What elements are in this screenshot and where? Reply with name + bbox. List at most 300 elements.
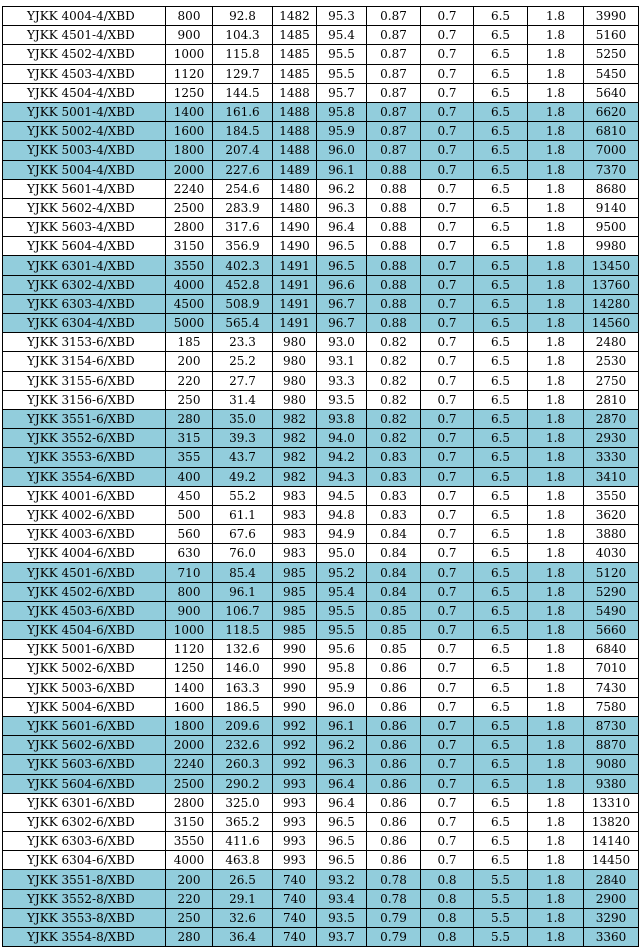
cell-speed: 740: [273, 870, 317, 889]
cell-power-factor: 0.83: [367, 448, 421, 467]
table-row: [3, 467, 639, 486]
cell-current: 227.6: [213, 160, 273, 179]
table-row: [3, 333, 639, 352]
cell-efficiency: 95.6: [317, 640, 367, 659]
cell-speed: 993: [273, 851, 317, 870]
cell-power: 280: [166, 409, 213, 428]
cell-model: YJKK 5003-6/XBD: [3, 678, 166, 697]
cell-power: 1000: [166, 621, 213, 640]
cell-current: 129.7: [213, 64, 273, 83]
spec-table-container: [0, 6, 640, 947]
cell-col-7: 0.7: [421, 275, 474, 294]
cell-efficiency: 94.5: [317, 486, 367, 505]
cell-power-factor: 0.86: [367, 736, 421, 755]
cell-col-7: 0.7: [421, 832, 474, 851]
cell-current: 254.6: [213, 179, 273, 198]
cell-weight: 5250: [584, 45, 639, 64]
cell-power: 250: [166, 908, 213, 927]
cell-power: 185: [166, 333, 213, 352]
cell-col-9: 1.8: [528, 64, 584, 83]
cell-current: 39.3: [213, 429, 273, 448]
cell-efficiency: 94.3: [317, 467, 367, 486]
cell-current: 402.3: [213, 256, 273, 275]
cell-col-8: 6.5: [474, 812, 528, 831]
cell-col-8: 6.5: [474, 64, 528, 83]
cell-weight: 3880: [584, 525, 639, 544]
cell-col-7: 0.7: [421, 371, 474, 390]
cell-col-8: 6.5: [474, 141, 528, 160]
cell-speed: 1488: [273, 102, 317, 121]
cell-col-8: 6.5: [474, 352, 528, 371]
table-row: [3, 851, 639, 870]
cell-weight: 2930: [584, 429, 639, 448]
cell-col-7: 0.7: [421, 851, 474, 870]
cell-efficiency: 96.2: [317, 179, 367, 198]
cell-efficiency: 96.0: [317, 141, 367, 160]
cell-col-8: 6.5: [474, 409, 528, 428]
cell-speed: 980: [273, 333, 317, 352]
table-row: [3, 275, 639, 294]
cell-weight: 5490: [584, 601, 639, 620]
table-row: [3, 928, 639, 947]
cell-power: 800: [166, 582, 213, 601]
table-row: [3, 179, 639, 198]
table-row: [3, 870, 639, 889]
cell-col-8: 6.5: [474, 26, 528, 45]
cell-power-factor: 0.86: [367, 832, 421, 851]
cell-col-9: 1.8: [528, 275, 584, 294]
table-row: [3, 448, 639, 467]
cell-col-8: 6.5: [474, 525, 528, 544]
cell-power-factor: 0.82: [367, 352, 421, 371]
cell-speed: 993: [273, 774, 317, 793]
cell-efficiency: 95.5: [317, 601, 367, 620]
cell-model: YJKK 3554-6/XBD: [3, 467, 166, 486]
cell-speed: 992: [273, 736, 317, 755]
cell-weight: 14450: [584, 851, 639, 870]
cell-col-9: 1.8: [528, 563, 584, 582]
cell-weight: 7010: [584, 659, 639, 678]
cell-weight: 9080: [584, 755, 639, 774]
cell-col-8: 6.5: [474, 448, 528, 467]
cell-col-9: 1.8: [528, 870, 584, 889]
cell-col-9: 1.8: [528, 716, 584, 735]
cell-col-9: 1.8: [528, 122, 584, 141]
cell-model: YJKK 4502-6/XBD: [3, 582, 166, 601]
table-row: [3, 908, 639, 927]
cell-current: 43.7: [213, 448, 273, 467]
cell-current: 144.5: [213, 83, 273, 102]
table-row: [3, 256, 639, 275]
cell-power-factor: 0.88: [367, 314, 421, 333]
cell-power: 3150: [166, 237, 213, 256]
cell-power: 900: [166, 601, 213, 620]
cell-efficiency: 95.5: [317, 64, 367, 83]
cell-col-8: 6.5: [474, 198, 528, 217]
cell-model: YJKK 4502-4/XBD: [3, 45, 166, 64]
cell-power: 220: [166, 371, 213, 390]
cell-col-7: 0.7: [421, 525, 474, 544]
cell-weight: 5120: [584, 563, 639, 582]
cell-col-7: 0.7: [421, 26, 474, 45]
cell-col-9: 1.8: [528, 390, 584, 409]
cell-speed: 982: [273, 409, 317, 428]
table-row: [3, 294, 639, 313]
cell-col-8: 6.5: [474, 697, 528, 716]
cell-col-9: 1.8: [528, 697, 584, 716]
cell-col-7: 0.7: [421, 563, 474, 582]
cell-current: 325.0: [213, 793, 273, 812]
cell-model: YJKK 3154-6/XBD: [3, 352, 166, 371]
cell-efficiency: 93.4: [317, 889, 367, 908]
cell-efficiency: 95.5: [317, 621, 367, 640]
cell-col-7: 0.7: [421, 601, 474, 620]
cell-col-8: 6.5: [474, 275, 528, 294]
cell-model: YJKK 5601-6/XBD: [3, 716, 166, 735]
cell-efficiency: 95.9: [317, 678, 367, 697]
cell-speed: 993: [273, 832, 317, 851]
cell-power: 1800: [166, 141, 213, 160]
cell-col-8: 6.5: [474, 314, 528, 333]
cell-col-7: 0.7: [421, 467, 474, 486]
cell-speed: 1489: [273, 160, 317, 179]
cell-col-9: 1.8: [528, 352, 584, 371]
cell-weight: 5290: [584, 582, 639, 601]
cell-col-9: 1.8: [528, 621, 584, 640]
cell-speed: 1482: [273, 7, 317, 26]
cell-power-factor: 0.83: [367, 505, 421, 524]
cell-col-9: 1.8: [528, 333, 584, 352]
cell-col-7: 0.7: [421, 237, 474, 256]
cell-weight: 3360: [584, 928, 639, 947]
cell-speed: 1488: [273, 122, 317, 141]
cell-model: YJKK 3552-6/XBD: [3, 429, 166, 448]
cell-power-factor: 0.79: [367, 908, 421, 927]
cell-col-9: 1.8: [528, 429, 584, 448]
cell-current: 115.8: [213, 45, 273, 64]
cell-weight: 2750: [584, 371, 639, 390]
cell-col-8: 5.5: [474, 908, 528, 927]
cell-power-factor: 0.82: [367, 371, 421, 390]
cell-power: 560: [166, 525, 213, 544]
cell-current: 260.3: [213, 755, 273, 774]
cell-weight: 2480: [584, 333, 639, 352]
cell-col-9: 1.8: [528, 371, 584, 390]
cell-col-8: 6.5: [474, 505, 528, 524]
cell-model: YJKK 5603-4/XBD: [3, 218, 166, 237]
cell-power-factor: 0.85: [367, 621, 421, 640]
cell-current: 132.6: [213, 640, 273, 659]
cell-speed: 983: [273, 525, 317, 544]
cell-power-factor: 0.84: [367, 582, 421, 601]
cell-col-8: 6.5: [474, 621, 528, 640]
cell-col-7: 0.8: [421, 928, 474, 947]
cell-power: 3550: [166, 256, 213, 275]
cell-power-factor: 0.86: [367, 812, 421, 831]
cell-speed: 985: [273, 621, 317, 640]
cell-model: YJKK 6302-4/XBD: [3, 275, 166, 294]
cell-col-9: 1.8: [528, 179, 584, 198]
cell-speed: 993: [273, 812, 317, 831]
cell-col-7: 0.7: [421, 45, 474, 64]
cell-speed: 982: [273, 467, 317, 486]
cell-weight: 3620: [584, 505, 639, 524]
table-row: [3, 678, 639, 697]
cell-col-9: 1.8: [528, 198, 584, 217]
cell-weight: 6620: [584, 102, 639, 121]
cell-model: YJKK 6304-4/XBD: [3, 314, 166, 333]
cell-power-factor: 0.88: [367, 198, 421, 217]
cell-col-7: 0.7: [421, 716, 474, 735]
cell-col-7: 0.8: [421, 908, 474, 927]
cell-speed: 990: [273, 697, 317, 716]
cell-power: 2240: [166, 755, 213, 774]
cell-power-factor: 0.82: [367, 409, 421, 428]
cell-power: 200: [166, 352, 213, 371]
cell-power-factor: 0.84: [367, 563, 421, 582]
cell-col-9: 1.8: [528, 755, 584, 774]
motor-spec-table: [2, 6, 639, 947]
cell-current: 356.9: [213, 237, 273, 256]
cell-power-factor: 0.86: [367, 716, 421, 735]
cell-efficiency: 96.1: [317, 716, 367, 735]
cell-model: YJKK 4002-6/XBD: [3, 505, 166, 524]
cell-model: YJKK 6302-6/XBD: [3, 812, 166, 831]
cell-col-8: 6.5: [474, 160, 528, 179]
cell-weight: 2840: [584, 870, 639, 889]
cell-col-9: 1.8: [528, 851, 584, 870]
cell-col-8: 6.5: [474, 333, 528, 352]
cell-model: YJKK 3551-8/XBD: [3, 870, 166, 889]
cell-col-8: 6.5: [474, 218, 528, 237]
cell-efficiency: 96.4: [317, 793, 367, 812]
cell-power-factor: 0.86: [367, 851, 421, 870]
cell-efficiency: 96.5: [317, 812, 367, 831]
cell-speed: 740: [273, 889, 317, 908]
table-row: [3, 198, 639, 217]
table-row: [3, 83, 639, 102]
cell-col-8: 6.5: [474, 716, 528, 735]
cell-speed: 1490: [273, 237, 317, 256]
cell-col-8: 6.5: [474, 563, 528, 582]
cell-power: 2000: [166, 736, 213, 755]
cell-col-7: 0.7: [421, 141, 474, 160]
cell-power-factor: 0.82: [367, 429, 421, 448]
cell-efficiency: 93.1: [317, 352, 367, 371]
cell-speed: 983: [273, 544, 317, 563]
cell-power-factor: 0.82: [367, 390, 421, 409]
cell-model: YJKK 5004-6/XBD: [3, 697, 166, 716]
cell-weight: 3410: [584, 467, 639, 486]
cell-power-factor: 0.87: [367, 26, 421, 45]
cell-col-7: 0.7: [421, 64, 474, 83]
table-row: [3, 371, 639, 390]
cell-efficiency: 96.5: [317, 832, 367, 851]
cell-current: 411.6: [213, 832, 273, 851]
cell-efficiency: 94.0: [317, 429, 367, 448]
cell-current: 207.4: [213, 141, 273, 160]
cell-speed: 983: [273, 505, 317, 524]
cell-col-8: 6.5: [474, 486, 528, 505]
cell-power: 800: [166, 7, 213, 26]
cell-power: 500: [166, 505, 213, 524]
cell-col-7: 0.7: [421, 218, 474, 237]
table-body: [3, 7, 639, 947]
cell-col-9: 1.8: [528, 928, 584, 947]
cell-current: 184.5: [213, 122, 273, 141]
cell-model: YJKK 4501-4/XBD: [3, 26, 166, 45]
cell-power: 220: [166, 889, 213, 908]
cell-power: 2000: [166, 160, 213, 179]
cell-col-9: 1.8: [528, 793, 584, 812]
cell-efficiency: 96.4: [317, 218, 367, 237]
cell-speed: 1488: [273, 83, 317, 102]
cell-power: 1400: [166, 102, 213, 121]
cell-speed: 990: [273, 678, 317, 697]
cell-col-9: 1.8: [528, 237, 584, 256]
cell-efficiency: 96.2: [317, 736, 367, 755]
cell-efficiency: 96.4: [317, 774, 367, 793]
cell-col-7: 0.7: [421, 179, 474, 198]
cell-weight: 8730: [584, 716, 639, 735]
cell-col-8: 6.5: [474, 237, 528, 256]
cell-col-8: 6.5: [474, 179, 528, 198]
cell-power-factor: 0.88: [367, 179, 421, 198]
cell-col-9: 1.8: [528, 467, 584, 486]
cell-power-factor: 0.78: [367, 889, 421, 908]
cell-power: 450: [166, 486, 213, 505]
cell-efficiency: 93.5: [317, 390, 367, 409]
cell-efficiency: 93.2: [317, 870, 367, 889]
cell-col-8: 6.5: [474, 851, 528, 870]
cell-power-factor: 0.83: [367, 486, 421, 505]
cell-power: 2240: [166, 179, 213, 198]
table-row: [3, 26, 639, 45]
cell-col-7: 0.7: [421, 544, 474, 563]
cell-model: YJKK 4001-6/XBD: [3, 486, 166, 505]
cell-efficiency: 96.0: [317, 697, 367, 716]
cell-power: 5000: [166, 314, 213, 333]
cell-col-7: 0.7: [421, 755, 474, 774]
cell-power: 3550: [166, 832, 213, 851]
cell-speed: 980: [273, 390, 317, 409]
cell-weight: 7430: [584, 678, 639, 697]
cell-model: YJKK 6301-4/XBD: [3, 256, 166, 275]
cell-current: 317.6: [213, 218, 273, 237]
cell-efficiency: 95.9: [317, 122, 367, 141]
table-row: [3, 45, 639, 64]
cell-power-factor: 0.87: [367, 102, 421, 121]
cell-col-7: 0.7: [421, 774, 474, 793]
cell-col-9: 1.8: [528, 45, 584, 64]
cell-power: 1250: [166, 83, 213, 102]
table-row: [3, 409, 639, 428]
table-row: [3, 486, 639, 505]
cell-current: 23.3: [213, 333, 273, 352]
cell-power-factor: 0.86: [367, 793, 421, 812]
cell-weight: 5160: [584, 26, 639, 45]
cell-model: YJKK 3153-6/XBD: [3, 333, 166, 352]
cell-model: YJKK 4503-6/XBD: [3, 601, 166, 620]
cell-col-9: 1.8: [528, 736, 584, 755]
cell-power: 1120: [166, 640, 213, 659]
cell-power-factor: 0.86: [367, 659, 421, 678]
cell-weight: 3990: [584, 7, 639, 26]
cell-power: 4000: [166, 275, 213, 294]
cell-efficiency: 95.2: [317, 563, 367, 582]
cell-power-factor: 0.88: [367, 294, 421, 313]
cell-col-7: 0.7: [421, 678, 474, 697]
cell-model: YJKK 5002-6/XBD: [3, 659, 166, 678]
cell-col-8: 6.5: [474, 659, 528, 678]
table-row: [3, 429, 639, 448]
cell-weight: 7370: [584, 160, 639, 179]
cell-speed: 740: [273, 908, 317, 927]
cell-efficiency: 95.8: [317, 659, 367, 678]
cell-speed: 1491: [273, 275, 317, 294]
cell-current: 508.9: [213, 294, 273, 313]
cell-model: YJKK 3156-6/XBD: [3, 390, 166, 409]
cell-col-9: 1.8: [528, 160, 584, 179]
cell-weight: 5660: [584, 621, 639, 640]
cell-speed: 1485: [273, 64, 317, 83]
cell-col-9: 1.8: [528, 525, 584, 544]
table-row: [3, 659, 639, 678]
table-row: [3, 582, 639, 601]
cell-power-factor: 0.85: [367, 640, 421, 659]
table-row: [3, 755, 639, 774]
table-row: [3, 525, 639, 544]
cell-power: 250: [166, 390, 213, 409]
cell-col-9: 1.8: [528, 544, 584, 563]
cell-weight: 13310: [584, 793, 639, 812]
cell-weight: 9980: [584, 237, 639, 256]
cell-speed: 982: [273, 448, 317, 467]
cell-speed: 1491: [273, 314, 317, 333]
cell-power-factor: 0.79: [367, 928, 421, 947]
cell-col-7: 0.7: [421, 160, 474, 179]
cell-efficiency: 95.4: [317, 26, 367, 45]
cell-col-8: 6.5: [474, 122, 528, 141]
table-row: [3, 736, 639, 755]
cell-weight: 2810: [584, 390, 639, 409]
cell-efficiency: 96.5: [317, 256, 367, 275]
cell-power: 2800: [166, 218, 213, 237]
cell-speed: 990: [273, 659, 317, 678]
cell-model: YJKK 5604-6/XBD: [3, 774, 166, 793]
cell-col-9: 1.8: [528, 640, 584, 659]
cell-col-8: 6.5: [474, 678, 528, 697]
cell-current: 61.1: [213, 505, 273, 524]
cell-model: YJKK 5002-4/XBD: [3, 122, 166, 141]
cell-power: 4500: [166, 294, 213, 313]
cell-power-factor: 0.85: [367, 601, 421, 620]
table-row: [3, 141, 639, 160]
cell-power-factor: 0.87: [367, 83, 421, 102]
table-row: [3, 832, 639, 851]
table-row: [3, 812, 639, 831]
cell-col-7: 0.7: [421, 122, 474, 141]
cell-col-8: 6.5: [474, 601, 528, 620]
cell-weight: 6840: [584, 640, 639, 659]
cell-model: YJKK 4504-6/XBD: [3, 621, 166, 640]
cell-col-8: 6.5: [474, 793, 528, 812]
cell-power-factor: 0.87: [367, 141, 421, 160]
cell-speed: 1491: [273, 294, 317, 313]
cell-weight: 9380: [584, 774, 639, 793]
cell-current: 209.6: [213, 716, 273, 735]
cell-efficiency: 95.0: [317, 544, 367, 563]
